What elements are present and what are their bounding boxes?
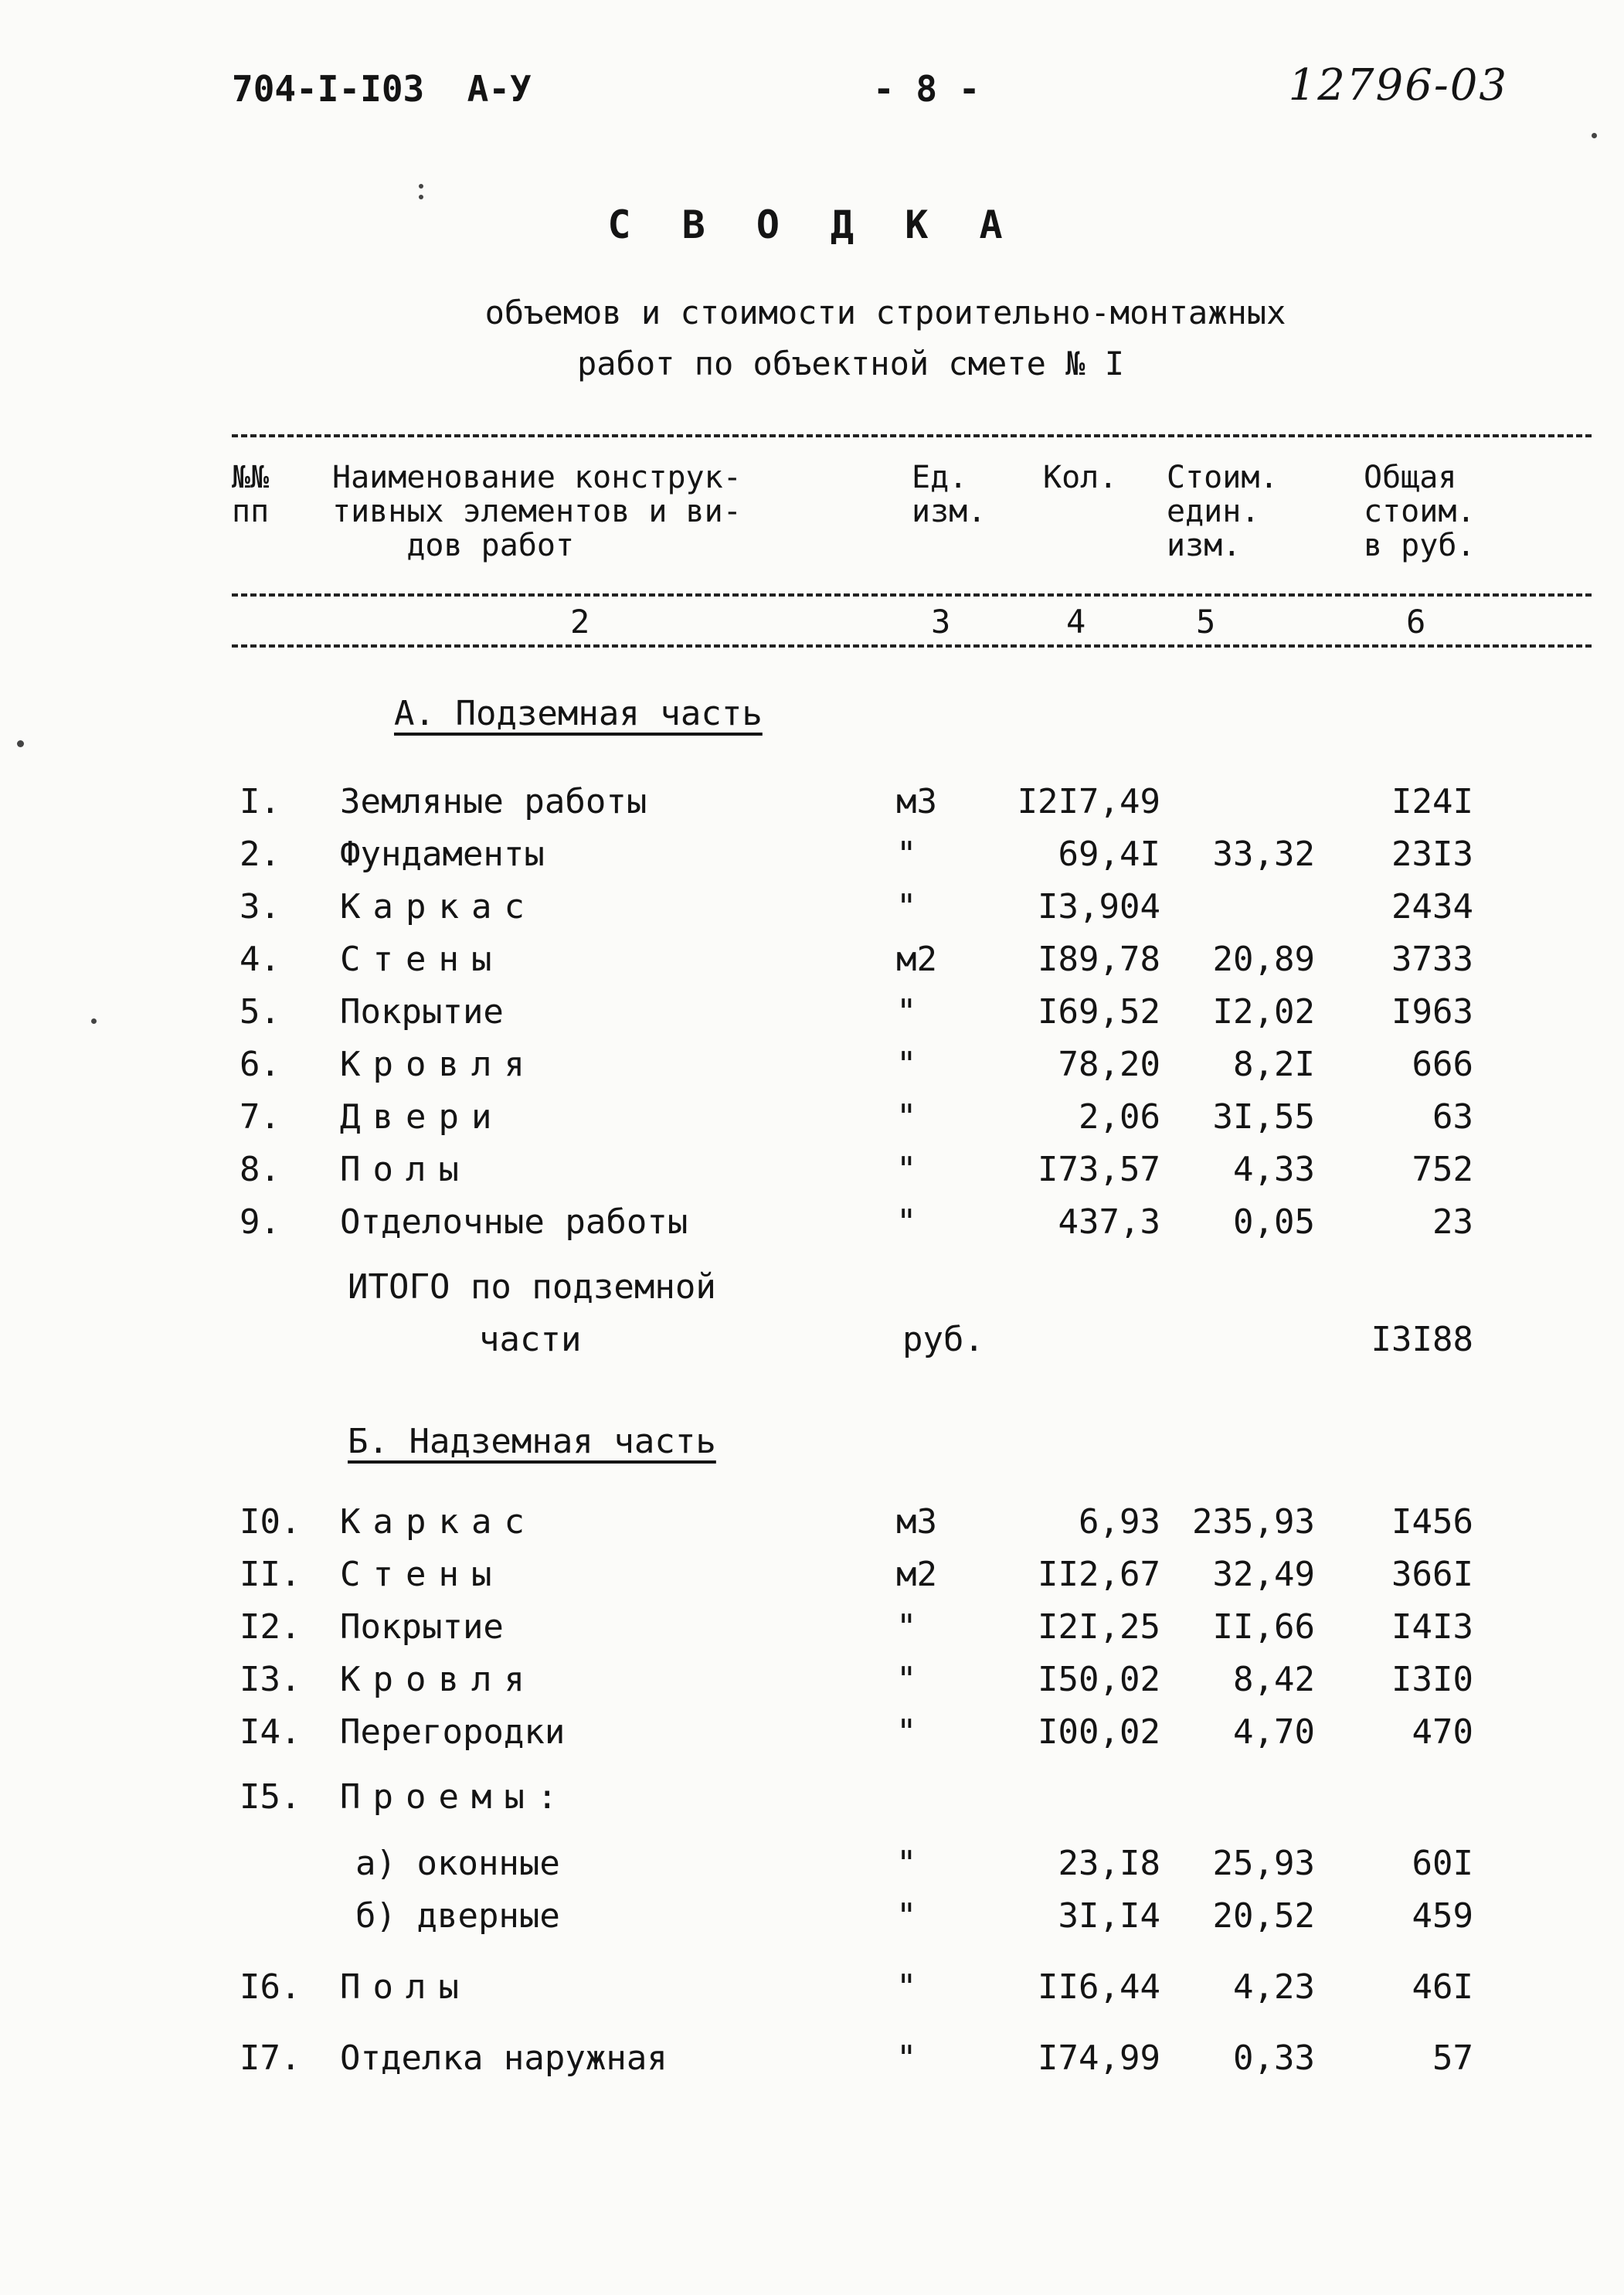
col-header-number: №№ пп <box>232 460 270 529</box>
section-b-title: Б. Надземная часть <box>348 1422 716 1461</box>
row-unit: " <box>896 1896 917 1936</box>
row-unit: м3 <box>896 1502 937 1542</box>
table-row <box>0 1967 1624 2014</box>
row-unit: " <box>896 1150 917 1189</box>
row-unit-price: 20,89 <box>1212 940 1315 979</box>
table-row <box>0 1660 1624 1706</box>
table-row <box>0 1202 1624 1249</box>
row-name: б) дверные <box>355 1896 560 1936</box>
scan-speck <box>91 1018 97 1024</box>
row-number: 2. <box>240 835 280 874</box>
section-a-total-label-2: части <box>479 1320 582 1359</box>
row-unit-price: 4,33 <box>1233 1150 1315 1189</box>
row-unit: " <box>896 992 917 1032</box>
table-row <box>0 992 1624 1039</box>
col-header-unit: Ед. изм. <box>912 460 987 529</box>
row-quantity: II2,67 <box>1038 1555 1160 1594</box>
row-unit: м3 <box>896 782 937 821</box>
row-unit-price: 235,93 <box>1192 1502 1315 1542</box>
scan-speck <box>1592 133 1597 138</box>
row-unit: " <box>896 2038 917 2078</box>
row-name: Каркас <box>340 887 537 926</box>
row-unit-price: 0,05 <box>1233 1202 1315 1242</box>
row-unit: " <box>896 1712 917 1752</box>
row-number: I7. <box>240 2038 301 2078</box>
col-number-4: 4 <box>1066 603 1086 641</box>
row-quantity: 69,4I <box>1058 835 1160 874</box>
col-header-name: Наименование конструк- тивных элементов и ви- дов работ <box>332 460 742 563</box>
table-row <box>0 1712 1624 1759</box>
col-header-unit-price: Стоим. един. изм. <box>1167 460 1279 563</box>
row-quantity: I69,52 <box>1038 992 1160 1032</box>
row-total: 3733 <box>1391 940 1473 979</box>
page-title: С В О Д К А <box>607 202 1017 247</box>
row-unit-price: 8,42 <box>1233 1660 1315 1699</box>
table-row <box>0 1150 1624 1196</box>
page-number: - 8 - <box>873 68 980 110</box>
document-code: 704-I-I03 А-У <box>232 68 532 110</box>
row-quantity: I74,99 <box>1038 2038 1160 2078</box>
col-number-2: 2 <box>570 603 590 641</box>
row-quantity: I89,78 <box>1038 940 1160 979</box>
row-name: Земляные работы <box>340 782 647 821</box>
subtitle-line-2: работ по объектной смете № I <box>576 345 1124 382</box>
row-name: Каркас <box>340 1502 537 1542</box>
table-row <box>0 940 1624 986</box>
row-unit: " <box>896 1202 917 1242</box>
row-quantity: I73,57 <box>1038 1150 1160 1189</box>
row-unit: " <box>896 835 917 874</box>
table-row <box>0 1555 1624 1601</box>
row-number: 6. <box>240 1045 280 1084</box>
row-total: 46I <box>1412 1967 1473 2007</box>
row-total: 366I <box>1391 1555 1473 1594</box>
row-total: 23 <box>1432 1202 1473 1242</box>
row-number: I6. <box>240 1967 301 2007</box>
row-name: Отделка наружная <box>340 2038 668 2078</box>
row-total: 752 <box>1412 1150 1473 1189</box>
row-quantity: I50,02 <box>1038 1660 1160 1699</box>
row-name: Полы <box>340 1150 471 1189</box>
row-number: I. <box>240 782 280 821</box>
row-name: Отделочные работы <box>340 1202 688 1242</box>
row-total: I24I <box>1391 782 1473 821</box>
row-unit: " <box>896 1607 917 1647</box>
row-total: I456 <box>1391 1502 1473 1542</box>
row-name: Кровля <box>340 1045 537 1084</box>
row-name: Перегородки <box>340 1712 566 1752</box>
table-row <box>0 1844 1624 1890</box>
row-number: I3. <box>240 1660 301 1699</box>
row-unit: " <box>896 1967 917 2007</box>
section-a-total-unit: руб. <box>902 1320 984 1359</box>
section-a-title: А. Подземная часть <box>394 694 763 733</box>
row-quantity: I00,02 <box>1038 1712 1160 1752</box>
row-unit: " <box>896 1660 917 1699</box>
col-number-5: 5 <box>1196 603 1216 641</box>
row-quantity: 3I,I4 <box>1058 1896 1160 1936</box>
row-unit: " <box>896 1045 917 1084</box>
header-middle-rule <box>232 593 1592 597</box>
row-unit-price: 3I,55 <box>1212 1097 1315 1137</box>
row-name: Покрытие <box>340 992 504 1032</box>
col-header-qty: Кол. <box>1043 460 1118 495</box>
row-unit-price: 20,52 <box>1212 1896 1315 1936</box>
row-number: 3. <box>240 887 280 926</box>
col-number-3: 3 <box>931 603 951 641</box>
row-unit-price: 32,49 <box>1212 1555 1315 1594</box>
row-total: I963 <box>1391 992 1473 1032</box>
row-quantity: 2,06 <box>1079 1097 1160 1137</box>
col-number-6: 6 <box>1406 603 1426 641</box>
row-number: I4. <box>240 1712 301 1752</box>
row-number: 7. <box>240 1097 280 1137</box>
row-number: I2. <box>240 1607 301 1647</box>
row-quantity: I3,904 <box>1038 887 1160 926</box>
row-total: I4I3 <box>1391 1607 1473 1647</box>
row-name: а) оконные <box>355 1844 560 1883</box>
table-row <box>0 1045 1624 1091</box>
table-row <box>0 1502 1624 1549</box>
row-quantity: I2I,25 <box>1038 1607 1160 1647</box>
table-row <box>0 782 1624 828</box>
row-quantity: I2I7,49 <box>1017 782 1160 821</box>
row-unit-price: 25,93 <box>1212 1844 1315 1883</box>
row-number: 9. <box>240 1202 280 1242</box>
row-unit-price: 4,23 <box>1233 1967 1315 2007</box>
row-number: 8. <box>240 1150 280 1189</box>
row-name: Стены <box>340 1555 505 1594</box>
row-unit-price: 0,33 <box>1233 2038 1315 2078</box>
row-number: I0. <box>240 1502 301 1542</box>
row-total: 57 <box>1432 2038 1473 2078</box>
scan-speck <box>17 740 24 747</box>
row-total: 60I <box>1412 1844 1473 1883</box>
section-a-total-value: I3I88 <box>1371 1320 1473 1359</box>
row-quantity: 23,I8 <box>1058 1844 1160 1883</box>
row-name: Полы <box>340 1967 471 2007</box>
row-number: 4. <box>240 940 280 979</box>
table-row <box>0 835 1624 881</box>
row-number: II. <box>240 1555 301 1594</box>
row-name: Проемы: <box>340 1777 570 1817</box>
row-name: Фундаменты <box>340 835 545 874</box>
header-bottom-rule <box>232 644 1592 648</box>
row-total: 2434 <box>1391 887 1473 926</box>
row-quantity: 6,93 <box>1079 1502 1160 1542</box>
handwritten-number: 12796-03 <box>1288 60 1508 110</box>
table-row <box>0 1896 1624 1943</box>
scan-speck <box>419 184 423 189</box>
col-header-total: Общая стоим. в руб. <box>1364 460 1476 563</box>
row-total: I3I0 <box>1391 1660 1473 1699</box>
row-unit-price: I2,02 <box>1212 992 1315 1032</box>
subtitle-line-1: объемов и стоимости строительно-монтажных <box>484 294 1286 332</box>
row-total: 459 <box>1412 1896 1473 1936</box>
table-row <box>0 1607 1624 1654</box>
row-unit-price: 4,70 <box>1233 1712 1315 1752</box>
row-unit: " <box>896 887 917 926</box>
row-quantity: 437,3 <box>1058 1202 1160 1242</box>
row-unit-price: II,66 <box>1212 1607 1315 1647</box>
row-unit-price: 33,32 <box>1212 835 1315 874</box>
row-total: 23I3 <box>1391 835 1473 874</box>
row-number: 5. <box>240 992 280 1032</box>
row-unit-price: 8,2I <box>1233 1045 1315 1084</box>
row-total: 470 <box>1412 1712 1473 1752</box>
row-total: 63 <box>1432 1097 1473 1137</box>
section-a-total-label-1: ИТОГО по подземной <box>348 1267 716 1307</box>
table-row <box>0 2038 1624 2085</box>
row-name: Покрытие <box>340 1607 504 1647</box>
table-row <box>0 1097 1624 1144</box>
row-unit: м2 <box>896 1555 937 1594</box>
row-name: Стены <box>340 940 505 979</box>
table-row <box>0 887 1624 933</box>
header-top-rule <box>232 434 1592 437</box>
row-name: Кровля <box>340 1660 537 1699</box>
row-unit: м2 <box>896 940 937 979</box>
row-number: I5. <box>240 1777 301 1817</box>
row-unit: " <box>896 1097 917 1137</box>
row-name: Двери <box>340 1097 505 1137</box>
row-quantity: 78,20 <box>1058 1045 1160 1084</box>
row-total: 666 <box>1412 1045 1473 1084</box>
row-quantity: II6,44 <box>1038 1967 1160 2007</box>
scan-speck <box>419 195 423 199</box>
row-unit: " <box>896 1844 917 1883</box>
table-row <box>0 1777 1624 1824</box>
